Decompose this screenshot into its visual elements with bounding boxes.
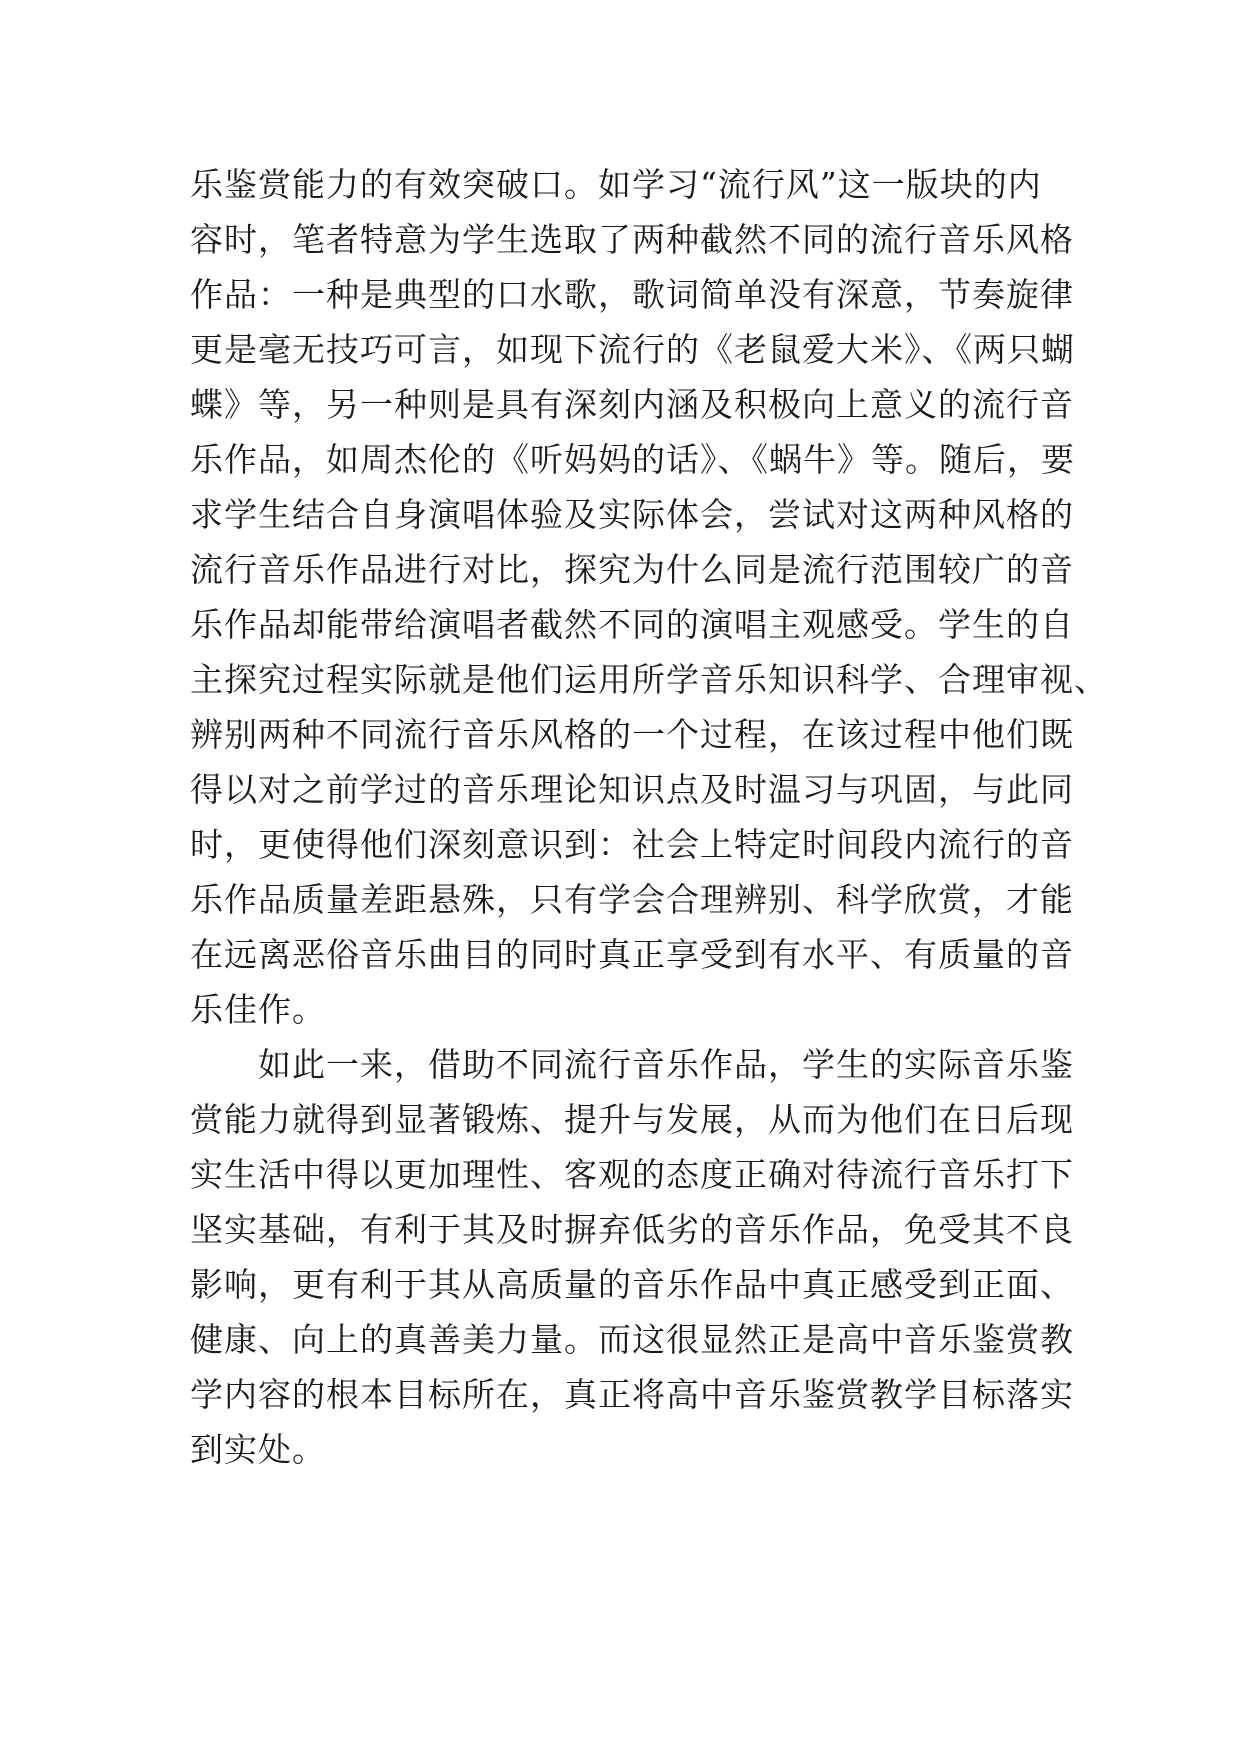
- text-line-first-indented: 如此一来，借助不同流行音乐作品，学生的实际音乐鉴: [258, 1045, 1074, 1084]
- text-line: 乐鉴赏能力的有效突破口。如学习“流行风”这一版块的内: [190, 165, 1042, 204]
- paragraph-1: [190, 157, 1108, 1037]
- text-line: 主探究过程实际就是他们运用所学音乐知识科学、合理审视、: [190, 660, 1108, 699]
- text-line: 辨别两种不同流行音乐风格的一个过程，在该过程中他们既: [190, 715, 1074, 754]
- text-line: 时，更使得他们深刻意识到：社会上特定时间段内流行的音: [190, 825, 1074, 864]
- text-line: 流行音乐作品进行对比，探究为什么同是流行范围较广的音: [190, 550, 1074, 589]
- text-line: 乐作品，如周杰伦的《听妈妈的话》、《蜗牛》等。随后，要: [190, 440, 1075, 479]
- text-line: 坚实基础，有利于其及时摒弃低劣的音乐作品，免受其不良: [190, 1210, 1074, 1249]
- text-line: 健康、向上的真善美力量。而这很显然正是高中音乐鉴赏教: [190, 1320, 1074, 1359]
- document-body: [190, 157, 1108, 1477]
- text-line: 蝶》等，另一种则是具有深刻内涵及积极向上意义的流行音: [190, 385, 1074, 424]
- text-line: 赏能力就得到显著锻炼、提升与发展，从而为他们在日后现: [190, 1100, 1074, 1139]
- text-line: 学内容的根本目标所在，真正将高中音乐鉴赏教学目标落实: [190, 1375, 1074, 1414]
- paragraph-2: [190, 1037, 1074, 1477]
- text-line: 实生活中得以更加理性、客观的态度正确对待流行音乐打下: [190, 1155, 1074, 1194]
- text-line: 在远离恶俗音乐曲目的同时真正享受到有水平、有质量的音: [190, 935, 1074, 974]
- text-line: 乐作品却能带给演唱者截然不同的演唱主观感受。学生的自: [190, 605, 1074, 644]
- text-line: 更是毫无技巧可言，如现下流行的《老鼠爱大米》、《两只蝴: [190, 330, 1075, 369]
- text-line: 求学生结合自身演唱体验及实际体会，尝试对这两种风格的: [190, 495, 1074, 534]
- text-line: 得以对之前学过的音乐理论知识点及时温习与巩固，与此同: [190, 770, 1074, 809]
- text-line: 影响，更有利于其从高质量的音乐作品中真正感受到正面、: [190, 1265, 1074, 1304]
- text-line: 乐佳作。: [190, 990, 326, 1029]
- text-line: 作品：一种是典型的口水歌，歌词简单没有深意，节奏旋律: [190, 275, 1074, 314]
- text-line: 容时，笔者特意为学生选取了两种截然不同的流行音乐风格: [190, 220, 1074, 259]
- text-line: 到实处。: [190, 1430, 326, 1469]
- text-line: 乐作品质量差距悬殊，只有学会合理辨别、科学欣赏，才能: [190, 880, 1074, 919]
